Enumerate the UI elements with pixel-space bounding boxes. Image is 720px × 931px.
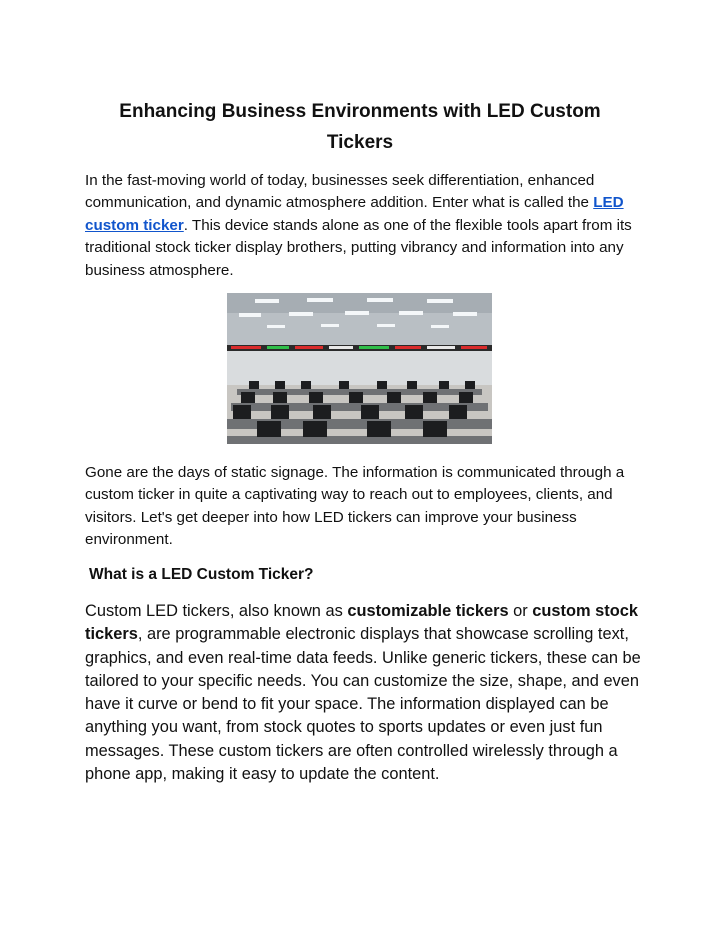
definition-text-3: , are programmable electronic displays that showcase scrolling text, graphics, and even real-time data feeds. Unlike generic tickers, these can be tailored to your specific needs. You can customize the size, shape, and even have it curve or bend to fit your space. The information displayed can be anything you want, from stock quotes to sports updates or even just fun messages. These custom tickers are often controlled wirelessly through a phone app, making it easy to update the content. (85, 625, 641, 784)
led-custom-ticker-link[interactable]: LED custom ticker (85, 194, 624, 234)
trading-room-photo (227, 293, 492, 444)
document-title: Enhancing Business Environments with LED Custom Tickers (119, 101, 601, 153)
signage-paragraph: Gone are the days of static signage. The information is communicated through a custom ticker in quite a captivating way to reach out to employees, clients, and visitors. Let's get deeper into how LED tickers can improve your business environment. (85, 464, 625, 549)
section-heading: What is a LED Custom Ticker? (89, 566, 314, 583)
intro-text-after-link: . This device stands alone as one of the flexible tools apart from its traditional stock ticker display brothers, putting vibrancy and information into any business atmosphere. (85, 216, 632, 279)
intro-text-before-link: In the fast-moving world of today, businesses seek differentiation, enhanced communication, and dynamic atmosphere addition. Enter what is called the (85, 172, 595, 212)
intro-paragraph (85, 170, 640, 282)
bold-term-customizable-tickers: customizable tickers (347, 602, 509, 620)
definition-paragraph (85, 600, 645, 786)
bold-term-custom-stock-tickers: custom stock tickers (85, 602, 638, 644)
definition-text-1: Custom LED tickers, also known as (85, 602, 348, 620)
definition-text-2: or (508, 602, 533, 620)
